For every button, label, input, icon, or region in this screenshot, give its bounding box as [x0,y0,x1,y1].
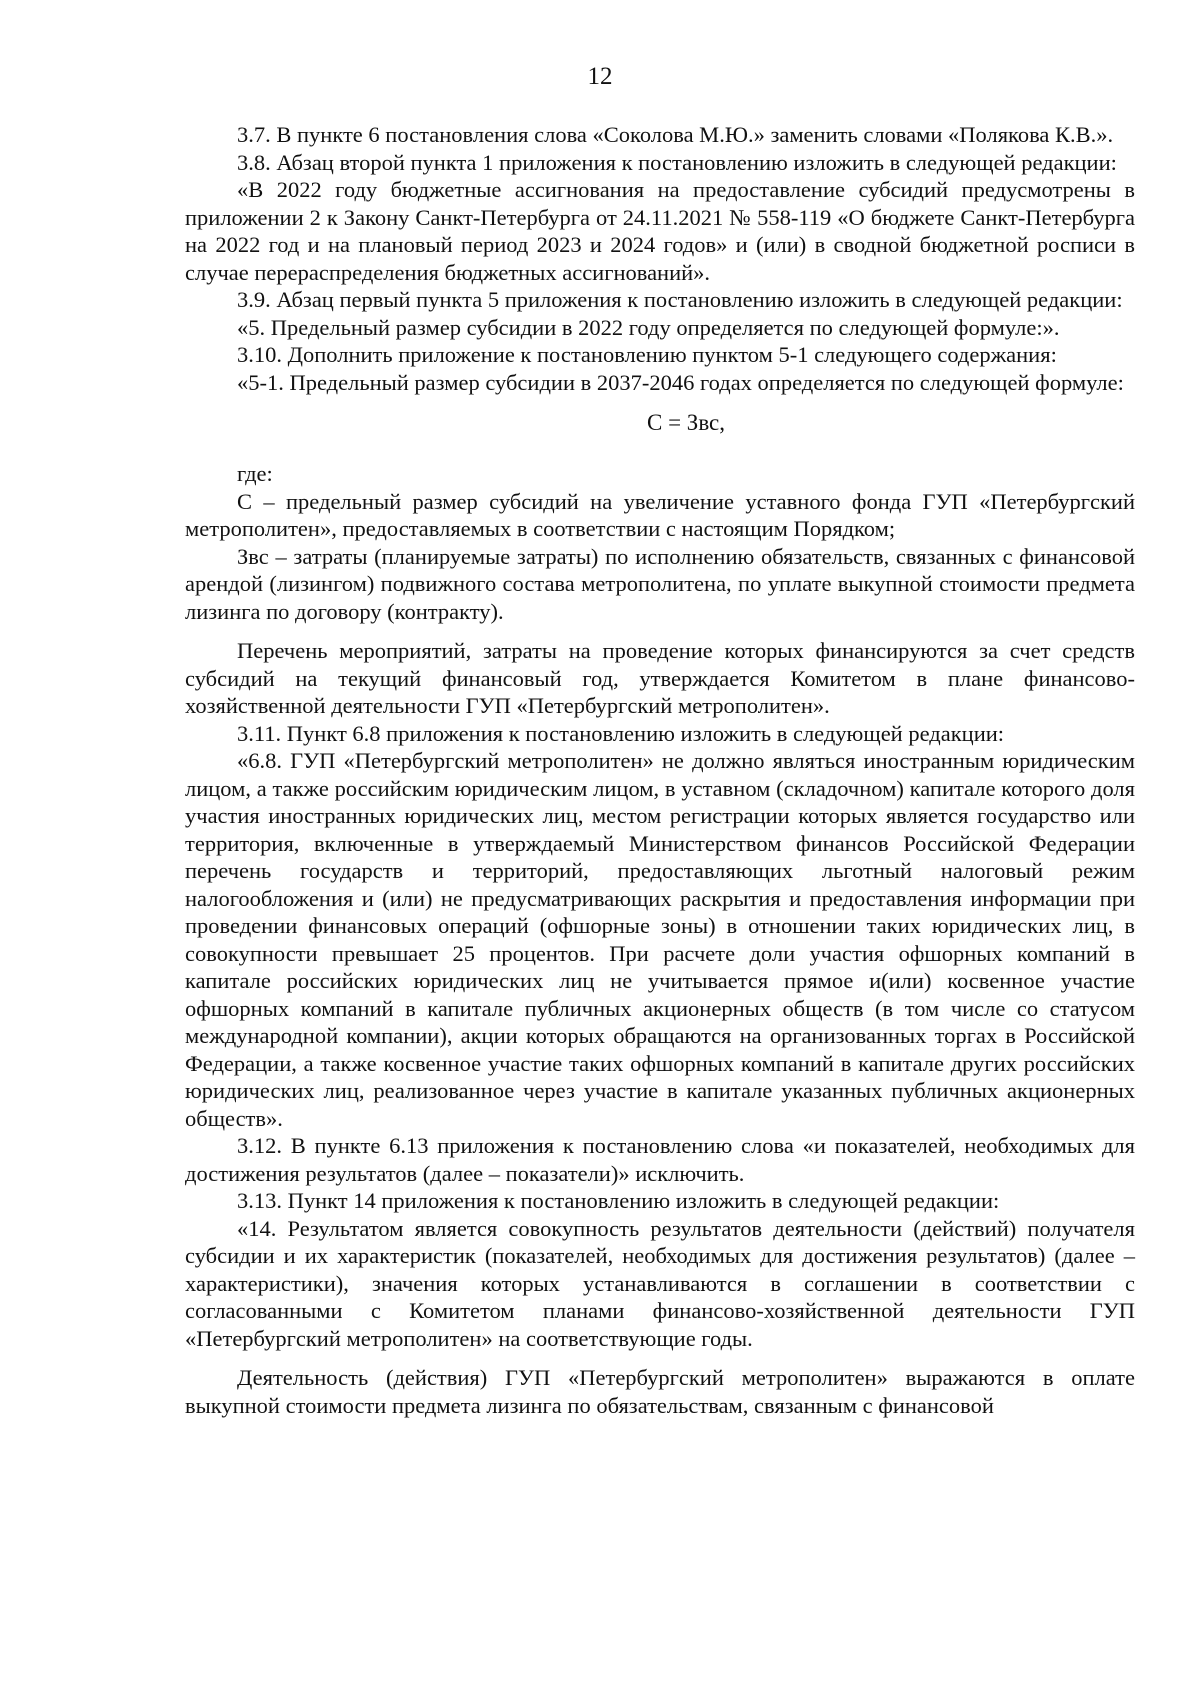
document-body [185,121,1135,1419]
paragraph-3-9: 3.9. Абзац первый пункта 5 приложения к постановлению изложить в следующей редакции: [237,287,1123,312]
spacer [185,625,1135,637]
paragraph-3-8-text: «В 2022 году бюджетные ассигнования на предоставление субсидий предусмотрены в приложении 2 к Закону Санкт-Петербурга от 24.11.2021 № 558-119 «О бюджете Санкт-Петербурга на 2022 год и на плановый период 2023 и 2024 годов» и (или) в сводной бюджетной росписи в случае перераспределения бюджетных ассигнований». [185,177,1135,285]
where-label: где: [237,461,273,486]
definition-zvs: Звс – затраты (планируемые затраты) по исполнению обязательств, связанных с финансовой арендой (лизингом) подвижного состава метрополитена, по уплате выкупной стоимости предмета лизинга по договору (контракту). [185,543,1135,624]
paragraph-3-9-text: «5. Предельный размер субсидии в 2022 году определяется по следующей формуле:». [237,314,1060,340]
paragraph-3-11: 3.11. Пункт 6.8 приложения к постановлению изложить в следующей редакции: [237,720,1005,746]
paragraph-3-11-text: «6.8. ГУП «Петербургский метрополитен» не должно являться иностранным юридическим лицом, а также российским юридическим лицом, в уставном (складочном) капитале которого доля участия иностранных юридических лиц, местом регистрации которых является государство или территория, включенные в утверждаемый Министерством финансов Российской Федерации перечень государств и территорий, предоставляющих льготный налоговый режим налогообложения и (или) не предусматривающих раскрытия и предоставления информации при проведении финансовых операций (офшорные зоны) в отношении таких юридических лиц, в совокупности превышает 25 процентов. При расчете доли участия офшорных компаний в капитале российских юридических лиц не учитывается прямое и(или) косвенное участие офшорных компаний в капитале публичных акционерных обществ (в том числе со статусом международной компании), акции которых обращаются на организованных торгах в Российской Федерации, а также косвенное участие таких офшорных компаний в капитале других российских юридических лиц, реализованное через участие в капитале указанных публичных акционерных обществ». [185,748,1135,1131]
paragraph-3-8: 3.8. Абзац второй пункта 1 приложения к постановлению изложить в следующей редакции: [237,149,1117,175]
paragraph-3-13-text: «14. Результатом является совокупность результатов деятельности (действий) получателя субсидии и их характеристик (показателей, необходимых для достижения результатов) (далее – характеристики), значения которых устанавливаются в соглашении в соответствии с согласованными с Комитетом планами финансово-хозяйственной деятельности ГУП «Петербургский метрополитен» на соответствующие годы. [185,1215,1135,1351]
paragraph-list-of-activities: Перечень мероприятий, затраты на проведение которых финансируются за счет средств субсидий на текущий финансовый год, утверждается Комитетом в плане финансово-хозяйственной деятельности ГУП «Петербургский метрополитен». [185,638,1135,718]
formula: С = Звс, [647,410,726,435]
paragraph-3-13: 3.13. Пункт 14 приложения к постановлению изложить в следующей редакции: [237,1188,1000,1213]
paragraph-3-7: 3.7. В пункте 6 постановления слова «Соколова М.Ю.» заменить словами «Полякова К.В.». [237,122,1114,147]
page-number: 12 [587,63,613,90]
paragraph-activity: Деятельность (действия) ГУП «Петербургский метрополитен» выражаются в оплате выкупной стоимости предмета лизинга по обязательствам, связанным с финансовой [185,1365,1135,1418]
spacer [185,1352,1135,1364]
paragraph-3-12: 3.12. В пункте 6.13 приложения к постановлению слова «и показателей, необходимых для достижения результатов (далее – показатели)» исключить. [185,1133,1135,1186]
definition-c: С – предельный размер субсидий на увеличение уставного фонда ГУП «Петербургский метрополитен», предоставляемых в соответствии с настоящим Порядком; [185,488,1135,541]
paragraph-3-10-text: «5-1. Предельный размер субсидии в 2037-2046 годах определяется по следующей формуле: [237,369,1124,395]
paragraph-3-10: 3.10. Дополнить приложение к постановлению пунктом 5-1 следующего содержания: [237,342,1057,367]
